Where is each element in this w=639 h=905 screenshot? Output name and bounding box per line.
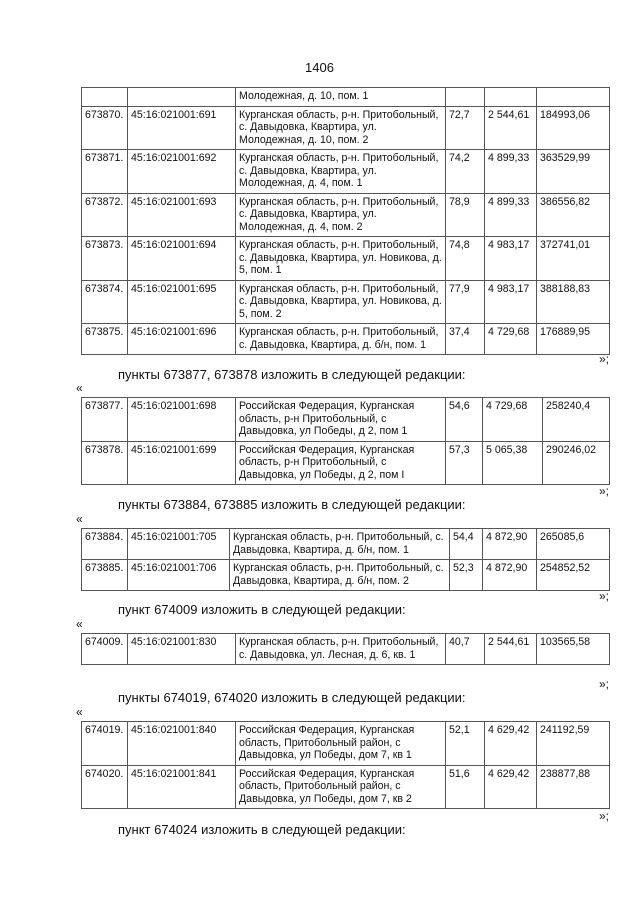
item-number-cell: 674009. xyxy=(82,634,128,665)
item-number-cell: 673884. xyxy=(82,529,128,560)
cadastral-number-cell: 45:16:021001:830 xyxy=(128,634,236,665)
table-row xyxy=(82,237,610,281)
registry-table-2 xyxy=(81,397,610,485)
item-number-cell: 674019. xyxy=(82,722,128,766)
value-cell: 184993,06 xyxy=(537,106,610,150)
item-number-cell: 673877. xyxy=(82,398,128,442)
close-quote: »; xyxy=(598,809,609,823)
price-cell: 4 899,33 xyxy=(485,193,537,237)
price-cell: 4 629,42 xyxy=(485,765,537,809)
value-cell xyxy=(537,88,610,107)
address-cell: Российская Федерация, Курганская область, р-н Притобольный, с Давыдовка, ул Победы, д 2, пом 1 xyxy=(236,398,446,442)
item-number-cell: 673873. xyxy=(82,237,128,281)
instruction-text: пункты 673884, 673885 изложить в следующей редакции: xyxy=(118,497,466,512)
open-quote: « xyxy=(76,617,83,631)
table-row xyxy=(82,441,610,485)
table-row xyxy=(82,324,610,355)
area-cell: 57,3 xyxy=(446,441,483,485)
item-number-cell: 673870. xyxy=(82,106,128,150)
close-quote: »; xyxy=(598,589,609,603)
address-cell: Курганская область, р-н. Притобольный, с. Давыдовка, Квартира, ул. Новикова, д. 5, пом. 1 xyxy=(236,237,446,281)
address-cell: Курганская область, р-н. Притобольный, с. Давыдовка, Квартира, ул. Молодежная, д. 4, пом. 2 xyxy=(236,193,446,237)
cadastral-number-cell: 45:16:021001:698 xyxy=(128,398,236,442)
table-row xyxy=(82,560,610,591)
area-cell: 51,6 xyxy=(446,765,485,809)
table-row xyxy=(82,106,610,150)
price-cell: 4 872,90 xyxy=(483,529,537,560)
cadastral-number-cell: 45:16:021001:699 xyxy=(128,441,236,485)
cadastral-number-cell: 45:16:021001:695 xyxy=(128,280,236,324)
value-cell: 254852,52 xyxy=(537,560,610,591)
registry-table-4 xyxy=(81,633,610,665)
registry-table-1 xyxy=(81,87,610,355)
cadastral-number-cell: 45:16:021001:840 xyxy=(128,722,236,766)
area-cell: 40,7 xyxy=(446,634,485,665)
cadastral-number-cell: 45:16:021001:692 xyxy=(128,150,236,194)
item-number-cell: 673875. xyxy=(82,324,128,355)
area-cell: 54,6 xyxy=(446,398,483,442)
address-cell: Курганская область, р-н. Притобольный, с. Давыдовка, Квартира, д. б/н, пом. 2 xyxy=(230,560,450,591)
item-number-cell: 673872. xyxy=(82,193,128,237)
registry-table-5 xyxy=(81,721,610,809)
address-cell: Курганская область, р-н. Притобольный, с. Давыдовка, Квартира, ул. Новикова, д. 5, пом. 2 xyxy=(236,280,446,324)
area-cell: 72,7 xyxy=(446,106,485,150)
table-row xyxy=(82,765,610,809)
area-cell: 77,9 xyxy=(446,280,485,324)
cadastral-number-cell: 45:16:021001:694 xyxy=(128,237,236,281)
price-cell: 4 729,68 xyxy=(483,398,543,442)
table-row xyxy=(82,193,610,237)
registry-table-3 xyxy=(81,528,610,591)
address-cell: Молодежная, д. 10, пом. 1 xyxy=(236,88,446,107)
address-cell: Российская Федерация, Курганская область, Притобольный район, с Давыдовка, ул Победы, дом 7, кв 1 xyxy=(236,722,446,766)
value-cell: 372741,01 xyxy=(537,237,610,281)
open-quote: « xyxy=(76,381,83,395)
price-cell: 4 983,17 xyxy=(485,237,537,281)
cadastral-number-cell: 45:16:021001:706 xyxy=(128,560,230,591)
instruction-text: пункты 674019, 674020 изложить в следующей редакции: xyxy=(118,690,466,705)
instruction-text: пункт 674009 изложить в следующей редакции: xyxy=(118,602,406,617)
cadastral-number-cell xyxy=(128,88,236,107)
area-cell xyxy=(446,88,485,107)
table-row xyxy=(82,634,610,665)
address-cell: Российская Федерация, Курганская область, Притобольный район, с Давыдовка, ул Победы, дом 7, кв 2 xyxy=(236,765,446,809)
instruction-text: пункты 673877, 673878 изложить в следующей редакции: xyxy=(118,367,466,382)
value-cell: 238877,88 xyxy=(537,765,610,809)
item-number-cell: 673885. xyxy=(82,560,128,591)
item-number-cell xyxy=(82,88,128,107)
value-cell: 290246,02 xyxy=(543,441,610,485)
price-cell xyxy=(485,88,537,107)
item-number-cell: 673874. xyxy=(82,280,128,324)
table-row xyxy=(82,398,610,442)
area-cell: 78,9 xyxy=(446,193,485,237)
value-cell: 176889,95 xyxy=(537,324,610,355)
cadastral-number-cell: 45:16:021001:693 xyxy=(128,193,236,237)
cadastral-number-cell: 45:16:021001:691 xyxy=(128,106,236,150)
item-number-cell: 674020. xyxy=(82,765,128,809)
address-cell: Курганская область, р-н. Притобольный, с. Давыдовка, Квартира, д. б/н, пом. 1 xyxy=(230,529,450,560)
value-cell: 386556,82 xyxy=(537,193,610,237)
address-cell: Курганская область, р-н. Притобольный, с. Давыдовка, Квартира, д. б/н, пом. 1 xyxy=(236,324,446,355)
table-row xyxy=(82,722,610,766)
price-cell: 4 729,68 xyxy=(485,324,537,355)
cadastral-number-cell: 45:16:021001:841 xyxy=(128,765,236,809)
price-cell: 4 983,17 xyxy=(485,280,537,324)
table-row xyxy=(82,280,610,324)
table-row xyxy=(82,529,610,560)
price-cell: 5 065,38 xyxy=(483,441,543,485)
value-cell: 258240,4 xyxy=(543,398,610,442)
price-cell: 4 629,42 xyxy=(485,722,537,766)
value-cell: 388188,83 xyxy=(537,280,610,324)
area-cell: 74,8 xyxy=(446,237,485,281)
area-cell: 74,2 xyxy=(446,150,485,194)
item-number-cell: 673878. xyxy=(82,441,128,485)
value-cell: 103565,58 xyxy=(537,634,610,665)
value-cell: 363529,99 xyxy=(537,150,610,194)
close-quote: »; xyxy=(598,677,609,691)
value-cell: 241192,59 xyxy=(537,722,610,766)
table-row xyxy=(82,150,610,194)
instruction-text: пункт 674024 изложить в следующей редакции: xyxy=(118,822,406,837)
area-cell: 52,3 xyxy=(450,560,483,591)
area-cell: 52,1 xyxy=(446,722,485,766)
price-cell: 2 544,61 xyxy=(485,634,537,665)
table-row xyxy=(82,88,610,107)
cadastral-number-cell: 45:16:021001:705 xyxy=(128,529,230,560)
area-cell: 37,4 xyxy=(446,324,485,355)
address-cell: Курганская область, р-н. Притобольный, с. Давыдовка, ул. Лесная, д. 6, кв. 1 xyxy=(236,634,446,665)
price-cell: 2 544,61 xyxy=(485,106,537,150)
address-cell: Российская Федерация, Курганская область, р-н Притобольный, с Давыдовка, ул Победы, д 2, пом I xyxy=(236,441,446,485)
open-quote: « xyxy=(76,512,83,526)
page-number: 1406 xyxy=(305,60,334,75)
open-quote: « xyxy=(76,705,83,719)
close-quote: »; xyxy=(598,352,609,366)
address-cell: Курганская область, р-н. Притобольный, с. Давыдовка, Квартира, ул. Молодежная, д. 4, пом. 1 xyxy=(236,150,446,194)
address-cell: Курганская область, р-н. Притобольный, с. Давыдовка, Квартира, ул. Молодежная, д. 10, пом. 2 xyxy=(236,106,446,150)
item-number-cell: 673871. xyxy=(82,150,128,194)
cadastral-number-cell: 45:16:021001:696 xyxy=(128,324,236,355)
price-cell: 4 899,33 xyxy=(485,150,537,194)
value-cell: 265085,6 xyxy=(537,529,610,560)
price-cell: 4 872,90 xyxy=(483,560,537,591)
close-quote: »; xyxy=(598,484,609,498)
area-cell: 54,4 xyxy=(450,529,483,560)
